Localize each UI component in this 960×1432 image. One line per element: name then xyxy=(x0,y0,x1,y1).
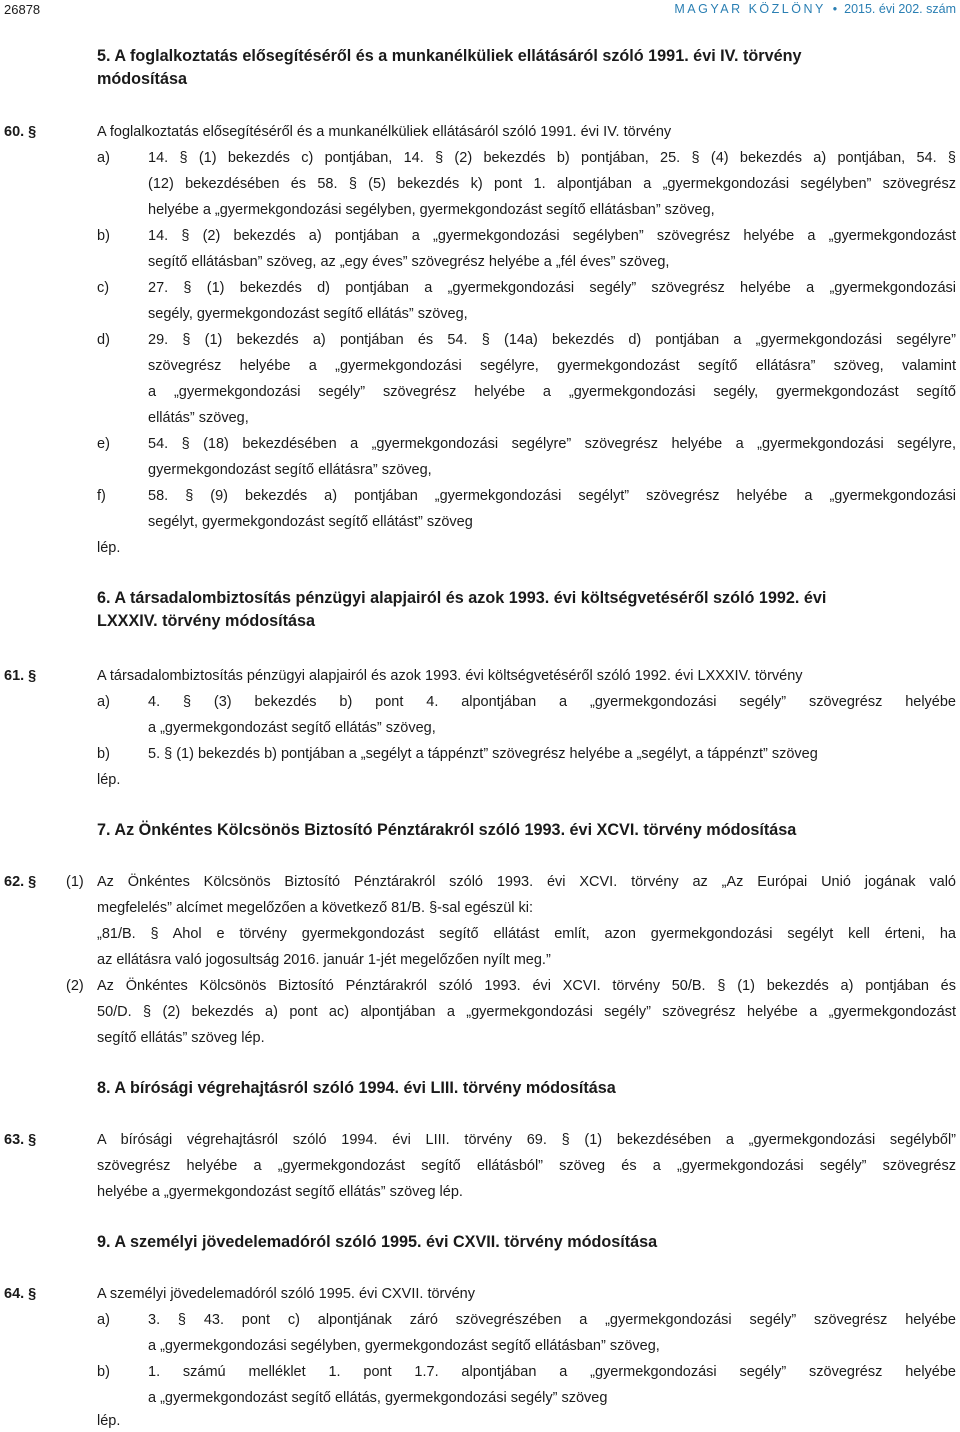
paragraph-number: 62. § xyxy=(4,874,37,890)
item-line: segély, gyermekgondozást segítő ellátás” szöveg, xyxy=(148,306,468,322)
item-label: a) xyxy=(97,694,110,710)
subsection-label: (1) xyxy=(66,874,84,890)
item-line: 3. § 43. pont c) alpontjának záró szövegrészében a „gyermekgondozási segély” szövegrész helyébe xyxy=(148,1312,956,1328)
item-line: a „gyermekgondozási segély” szövegrész helyébe a „gyermekgondozási segély, gyermekgondozást segítő xyxy=(148,384,956,400)
subsection-line: segítő ellátás” szöveg lép. xyxy=(97,1030,265,1046)
paragraph-intro: A foglalkoztatás elősegítéséről és a munkanélküliek ellátásáról szóló 1991. évi IV. törvény xyxy=(97,124,672,140)
item-label: b) xyxy=(97,228,110,244)
subsection-line: 50/D. § (2) bekezdés a) pont ac) alpontjában a „gyermekgondozási segély” szövegrész helyébe a „gyermekgondozást xyxy=(97,1004,956,1020)
paragraph-number: 64. § xyxy=(4,1286,37,1302)
paragraph-number: 63. § xyxy=(4,1132,37,1148)
journal-name: MAGYAR KÖZLÖNY xyxy=(674,2,826,16)
paragraph-intro: A társadalombiztosítás pénzügyi alapjairól és azok 1993. évi költségvetéséről szóló 1992. évi LXXXIV. törvény xyxy=(97,668,803,684)
item-label: d) xyxy=(97,332,110,348)
item-line: helyébe a „gyermekgondozási segélyben, gyermekgondozást segítő ellátásban” szöveg, xyxy=(148,202,715,218)
closing-text: lép. xyxy=(97,540,121,556)
subsection-line: Az Önkéntes Kölcsönös Biztosító Pénztárakról szóló 1993. évi XCVI. törvény 50/B. § (1) bekezdés a) pontjában és xyxy=(97,978,956,994)
paragraph-line: szövegrész helyébe a „gyermekgondozást segítő ellátásból” szöveg és a „gyermekgondozási segély” szövegrész xyxy=(97,1158,956,1174)
section-title: LXXXIV. törvény módosítása xyxy=(97,612,316,630)
paragraph-intro: A személyi jövedelemadóról szóló 1995. évi CXVII. törvény xyxy=(97,1286,475,1302)
paragraph-number: 61. § xyxy=(4,668,37,684)
item-line: 5. § (1) bekezdés b) pontjában a „segélyt a táppénzt” szövegrész helyébe a „segélyt, a táppénzt” szöveg xyxy=(148,746,818,762)
item-line: a „gyermekgondozást segítő ellátás” szöveg, xyxy=(148,720,436,736)
section-title: módosítása xyxy=(97,70,187,88)
item-line: 4. § (3) bekezdés b) pont 4. alpontjában a „gyermekgondozási segély” szövegrész helyébe xyxy=(148,694,956,710)
subsection-line: „81/B. § Ahol e törvény gyermekgondozást segítő ellátást említ, azon gyermekgondozási segélyt kell érteni, ha xyxy=(97,926,956,942)
page-number: 26878 xyxy=(4,2,41,17)
item-line: gyermekgondozást segítő ellátásra” szöveg, xyxy=(148,462,432,478)
section-title: 5. A foglalkoztatás elősegítéséről és a munkanélküliek ellátásáról szóló 1991. évi IV. törvény xyxy=(97,47,802,65)
item-line: 54. § (18) bekezdésében a „gyermekgondozási segélyre” szövegrész helyébe a „gyermekgondozási segélyre, xyxy=(148,436,956,452)
paragraph-line: helyébe a „gyermekgondozást segítő ellátás” szöveg lép. xyxy=(97,1184,463,1200)
closing-text: lép. xyxy=(97,1413,121,1429)
item-line: segítő ellátásban” szöveg, az „egy éves” szövegrész helyébe a „fél éves” szöveg, xyxy=(148,254,670,270)
item-line: 58. § (9) bekezdés a) pontjában „gyermekgondozási segélyt” szövegrész helyébe a „gyermekgondozási xyxy=(148,488,956,504)
item-label: a) xyxy=(97,1312,110,1328)
section-title: 7. Az Önkéntes Kölcsönös Biztosító Pénztárakról szóló 1993. évi XCVI. törvény módosítása xyxy=(97,821,797,839)
issue-number: 2015. évi 202. szám xyxy=(844,2,956,16)
section-title: 8. A bírósági végrehajtásról szóló 1994. évi LIII. törvény módosítása xyxy=(97,1079,616,1097)
item-line: szövegrész helyébe a „gyermekgondozási segélyre, gyermekgondozást segítő ellátásra” szöveg, valamint xyxy=(148,358,956,374)
item-label: e) xyxy=(97,436,110,452)
closing-text: lép. xyxy=(97,772,121,788)
paragraph-number: 60. § xyxy=(4,124,37,140)
item-line: 1. számú melléklet 1. pont 1.7. alpontjában a „gyermekgondozási segély” szövegrész helyébe xyxy=(148,1364,956,1380)
item-label: a) xyxy=(97,150,110,166)
section-title: 6. A társadalombiztosítás pénzügyi alapjairól és azok 1993. évi költségvetéséről szóló 1992. évi xyxy=(97,589,827,607)
running-header xyxy=(674,2,956,16)
item-label: b) xyxy=(97,1364,110,1380)
item-line: (12) bekezdésében és 58. § (5) bekezdés k) pont 1. alpontjában a „gyermekgondozási segélyben” szövegrész xyxy=(148,176,956,192)
subsection-line: az ellátásra való jogosultság 2016. január 1-jét megelőzően nyílt meg.” xyxy=(97,952,551,968)
item-line: 14. § (1) bekezdés c) pontjában, 14. § (2) bekezdés b) pontjában, 25. § (4) bekezdés a) pontjában, 54. § xyxy=(148,150,956,166)
paragraph-line: A bírósági végrehajtásról szóló 1994. évi LIII. törvény 69. § (1) bekezdésében a „gyermekgondozási segélyből” xyxy=(97,1132,956,1148)
item-line: 14. § (2) bekezdés a) pontjában a „gyermekgondozási segélyben” szövegrész helyébe a „gyermekgondozást xyxy=(148,228,956,244)
item-label: f) xyxy=(97,488,106,504)
subsection-label: (2) xyxy=(66,978,84,994)
item-line: segélyt, gyermekgondozást segítő ellátást” szöveg xyxy=(148,514,473,530)
item-line: a „gyermekgondozást segítő ellátás, gyermekgondozási segély” szöveg xyxy=(148,1390,608,1406)
item-line: 29. § (1) bekezdés a) pontjában és 54. § (14a) bekezdés d) pontjában a „gyermekgondozási segélyre” xyxy=(148,332,956,348)
item-label: b) xyxy=(97,746,110,762)
item-label: c) xyxy=(97,280,110,296)
subsection-line: Az Önkéntes Kölcsönös Biztosító Pénztárakról szóló 1993. évi XCVI. törvény az „Az Európai Unió jogának való xyxy=(97,874,956,890)
subsection-line: megfelelés” alcímet megelőzően a következő 81/B. §-sal egészül ki: xyxy=(97,900,534,916)
item-line: a „gyermekgondozási segélyben, gyermekgondozást segítő ellátásban” szöveg, xyxy=(148,1338,660,1354)
header-bullet: • xyxy=(829,2,841,16)
item-line: 27. § (1) bekezdés d) pontjában a „gyermekgondozási segély” szövegrész helyébe a „gyermekgondozási xyxy=(148,280,956,296)
section-title: 9. A személyi jövedelemadóról szóló 1995. évi CXVII. törvény módosítása xyxy=(97,1233,658,1251)
item-line: ellátás” szöveg, xyxy=(148,410,249,426)
